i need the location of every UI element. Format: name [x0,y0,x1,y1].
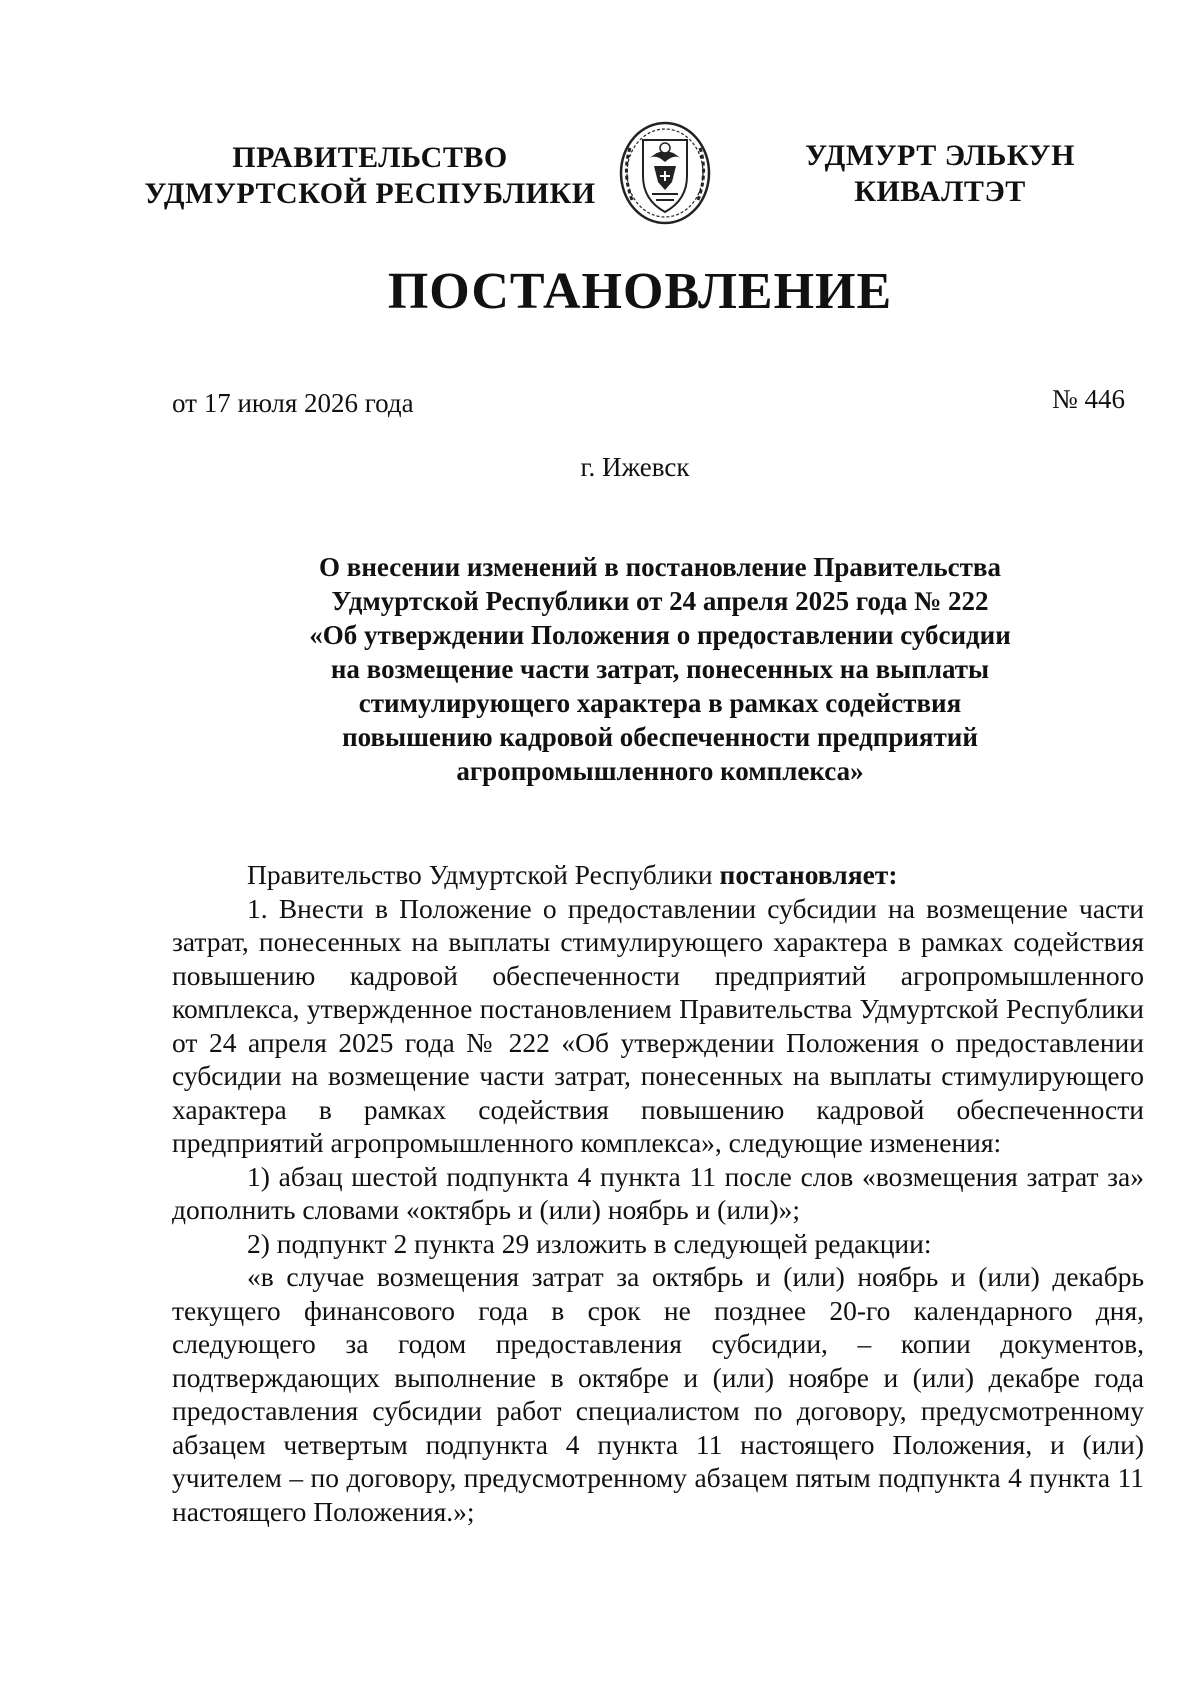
document-type-title: ПОСТАНОВЛЕНИЕ [387,263,893,320]
document-date: от 17 июля 2026 года [172,388,414,418]
subject-line: агропромышленного комплекса» [456,756,864,786]
coat-of-arms-icon [610,118,720,228]
organization-name-russian [140,140,600,212]
org-left-line-1: ПРАВИТЕЛЬСТВО [232,141,508,174]
paragraph-item-1: 1. Внести в Положение о предоставлении субсидии на возмещение части затрат, понесенных на выплаты стимулирующего характера в рамках содействия повышению кадровой обеспеченности предприятий агропромышленного комплекса, утвержденное постановлением Правительства Удмуртской Республики от 24 апреля 2025 года № 222 «Об утверждении Положения о предоставлении субсидии на возмещение части затрат, понесенных на выплаты стимулирующего характера в рамках содействия повышению кадровой обеспеченности предприятий агропромышленного комплекса», следующие изменения: [172,892,1144,1158]
intro-bold-verb: постановляет: [719,859,898,890]
intro-paragraph [172,858,1144,892]
paragraph-quoted-text: «в случае возмещения затрат за октябрь и (или) ноябрь и (или) декабрь текущего финансового года в срок не позднее 20-го календарного дня, следующего за годом предоставления субсидии, – копии документов, подтверждающих выполнение в октябре и (или) ноябре и (или) декабре года предоставления субсидии работ специалистом по договору, предусмотренному абзацем четвертым подпункта 4 пункта 11 настоящего Положения, и (или) учителем – по договору, предусмотренному абзацем пятым подпункта 4 пункта 11 настоящего Положения.»; [172,1261,1144,1527]
organization-name-udmurt [790,138,1090,210]
org-right-line-1: УДМУРТ ЭЛЬКУН [805,139,1075,172]
org-right-line-2: КИВАЛТЭТ [854,175,1026,208]
subject-line: повышению кадровой обеспеченности предприятий [342,722,978,752]
paragraph-subitem-1: 1) абзац шестой подпункта 4 пункта 11 после слов «возмещения затрат за» дополнить словами «октябрь и (или) ноябрь и (или)»; [172,1160,1144,1225]
intro-text: Правительство Удмуртской Республики [247,859,720,890]
subject-line: «Об утверждении Положения о предоставлении субсидии [309,620,1011,650]
paragraph-subitem-2: 2) подпункт 2 пункта 29 изложить в следующей редакции: [247,1227,932,1259]
document-number: № 446 [1052,384,1126,414]
subject-line: О внесении изменений в постановление Правительства [319,552,1001,582]
document-city: г. Ижевск [580,452,690,482]
subject-line: Удмуртской Республики от 24 апреля 2025 года № 222 [331,586,989,616]
document-subject [260,550,1060,788]
subject-line: на возмещение части затрат, понесенных на выплаты [330,654,990,684]
subject-line: стимулирующего характера в рамках содействия [358,688,962,718]
org-left-line-2: УДМУРТСКОЙ РЕСПУБЛИКИ [144,177,596,210]
document-body [172,858,1144,1528]
